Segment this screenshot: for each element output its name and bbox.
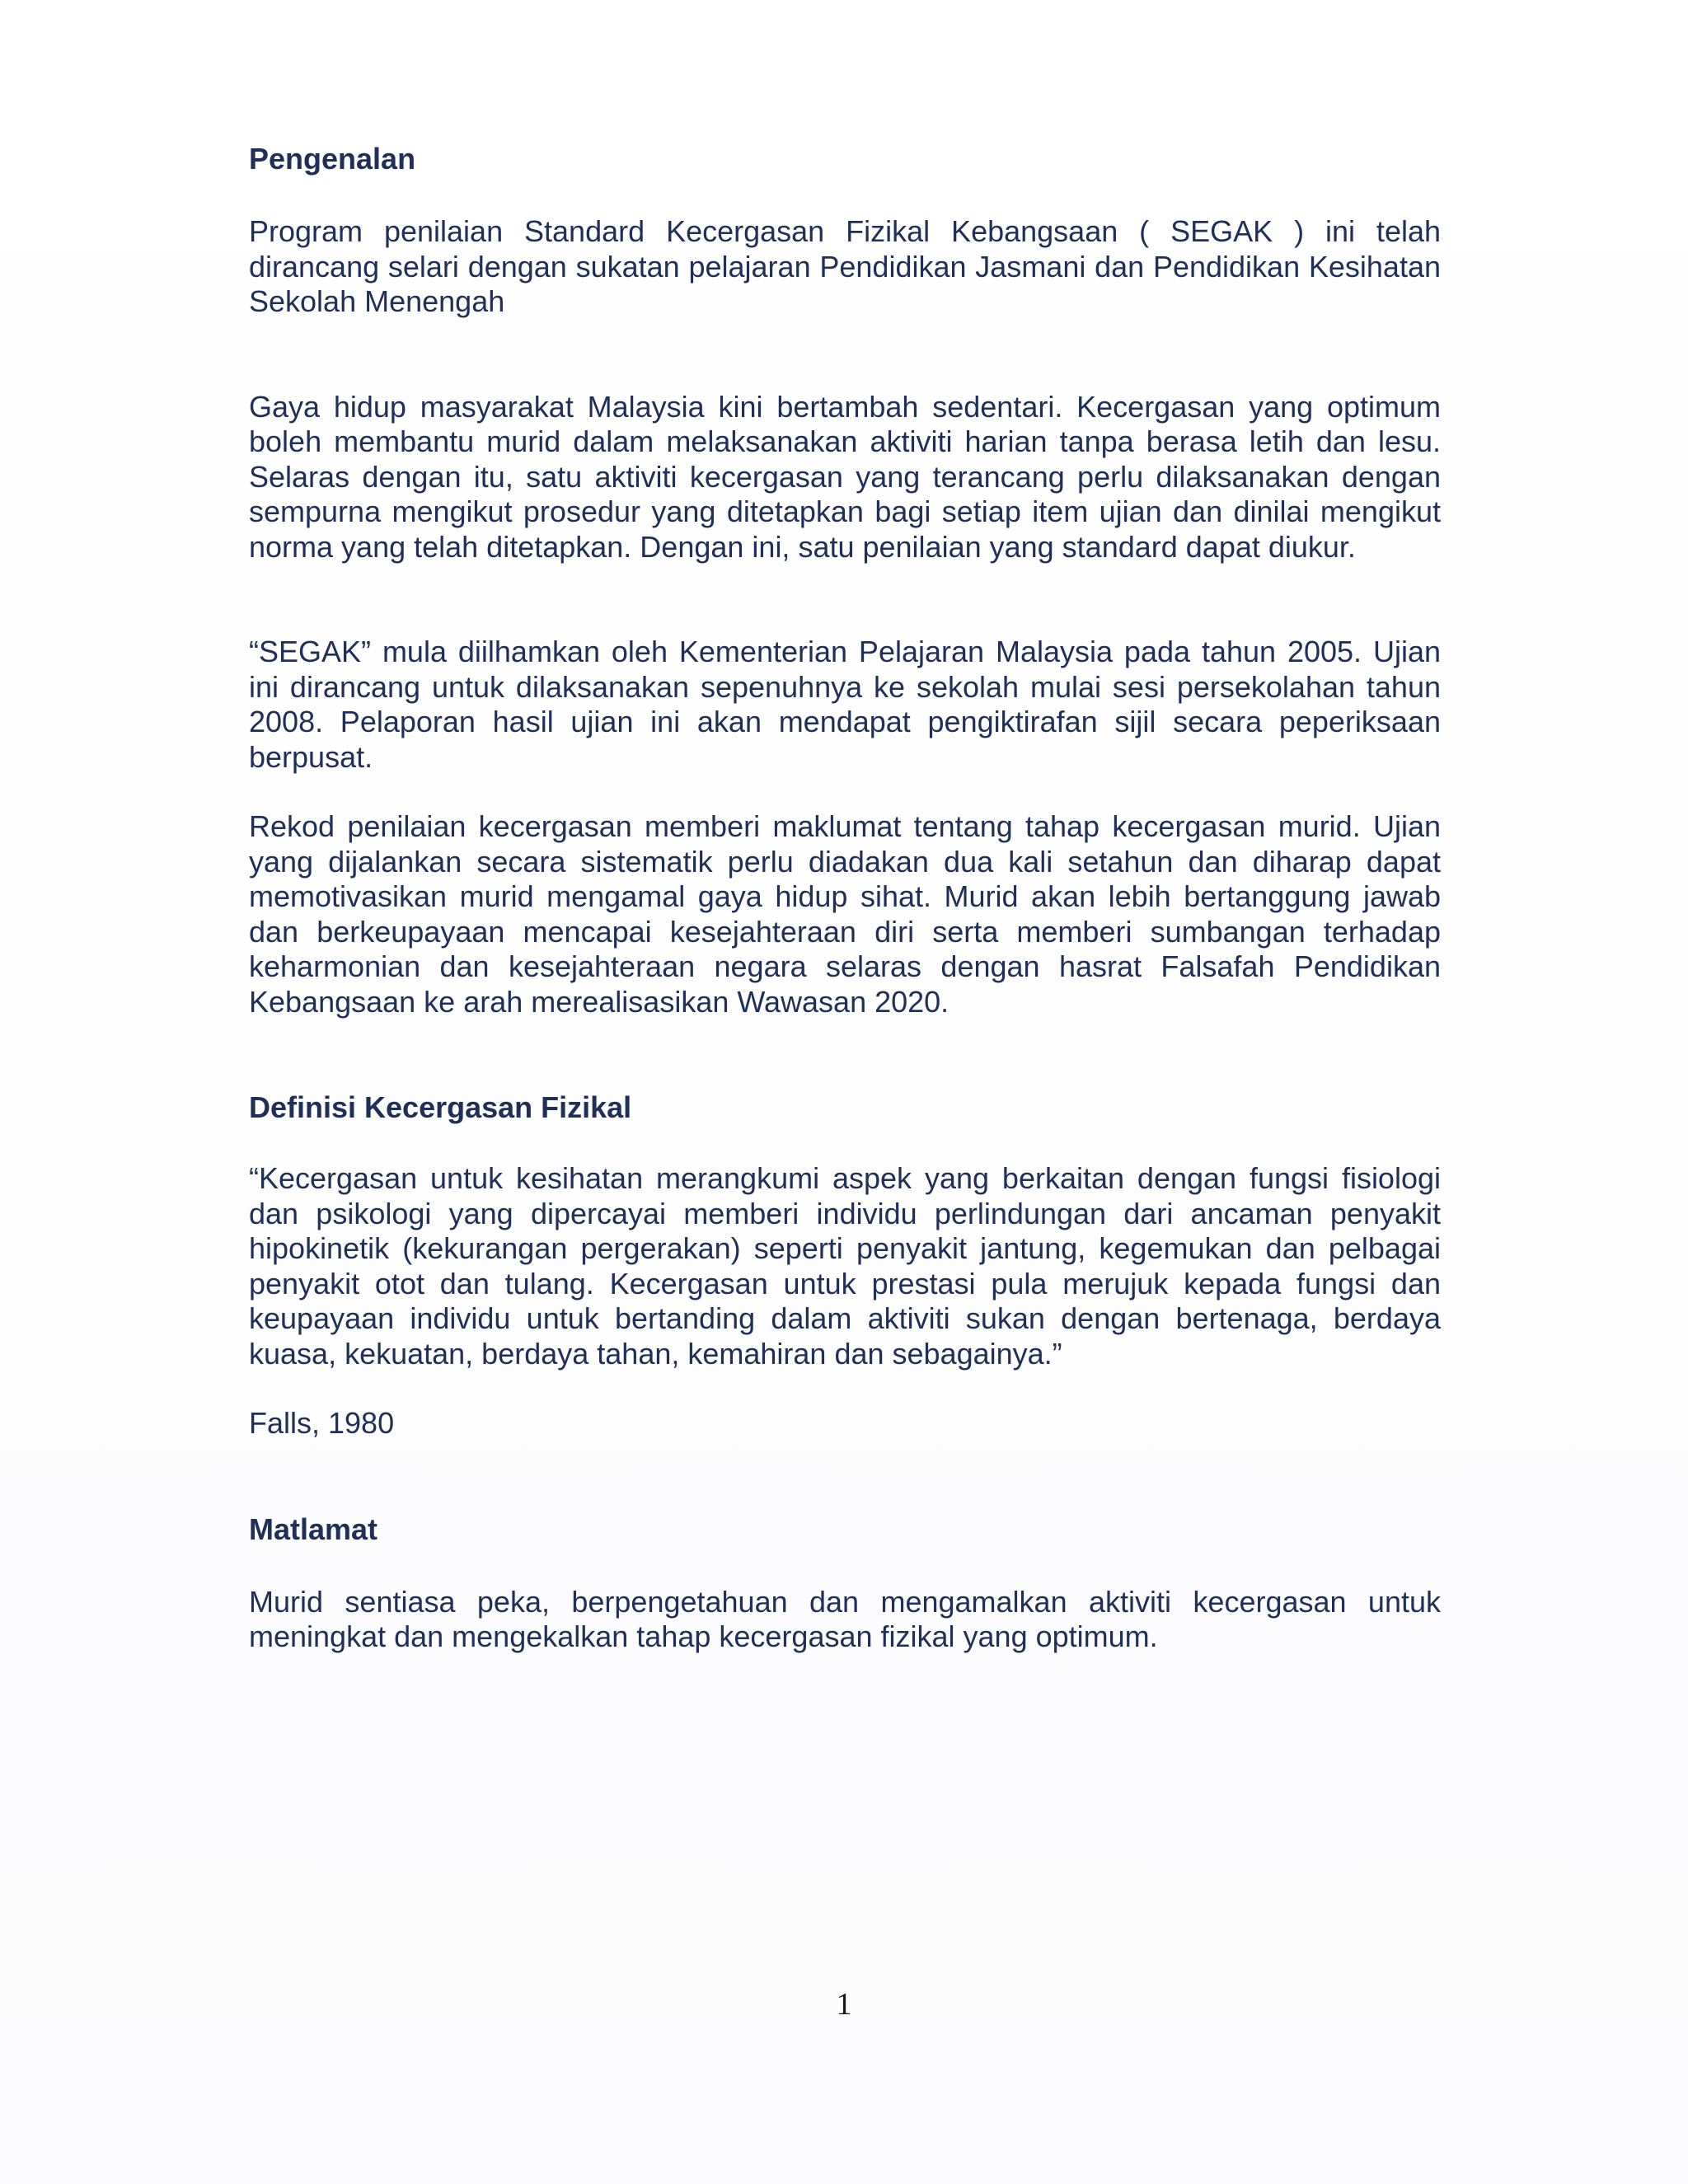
paragraph-segak-history: “SEGAK” mula diilhamkan oleh Kementerian Pelajaran Malaysia pada tahun 2005. Ujian ini dirancang untuk dilaksanakan sepenuhnya ke sekolah mulai sesi persekolahan tahun 2008. Pelaporan hasil ujian ini akan mendapat pengiktirafan sijil secara peperiksaan berpusat. [249, 635, 1441, 774]
paragraph-definisi-quote: “Kecergasan untuk kesihatan merangkumi aspek yang berkaitan dengan fungsi fisiologi dan psikologi yang dipercayai memberi individu perlindungan dari ancaman penyakit hipokinetik (kekurangan pergerakan) seperti penyakit jantung, kegemukan dan pelbagai penyakit otot dan tulang. Kecergasan untuk prestasi pula merujuk kepada fungsi dan keupayaan individu untuk bertanding dalam aktiviti sukan dengan bertenaga, berdaya kuasa, kekuatan, berdaya tahan, kemahiran dan sebagainya.” [249, 1161, 1441, 1371]
paragraph-rekod-penilaian: Rekod penilaian kecergasan memberi maklumat tentang tahap kecergasan murid. Ujian yang dijalankan secara sistematik perlu diadakan dua kali setahun dan diharap dapat memotivasikan murid mengamal gaya hidup sihat. Murid akan lebih bertanggung jawab dan berkeupayaan mencapai kesejahteraan diri serta memberi sumbangan terhadap keharmonian dan kesejahteraan negara selaras dengan hasrat Falsafah Pendidikan Kebangsaan ke arah merealisasikan Wawasan 2020. [249, 809, 1441, 1019]
section-heading-pengenalan: Pengenalan [249, 142, 416, 176]
paragraph-matlamat: Murid sentiasa peka, berpengetahuan dan mengamalkan aktiviti kecergasan untuk meningkat dan mengekalkan tahap kecergasan fizikal yang optimum. [249, 1584, 1441, 1653]
document-body [249, 140, 1441, 1655]
page-number: 1 [836, 1987, 852, 2022]
paragraph-program-penilaian: Program penilaian Standard Kecergasan Fizikal Kebangsaan ( SEGAK ) ini telah dirancang selari dengan sukatan pelajaran Pendidikan Jasmani dan Pendidikan Kesihatan Sekolah Menengah [249, 214, 1441, 318]
section-heading-definisi: Definisi Kecergasan Fizikal [249, 1090, 632, 1124]
section-heading-matlamat: Matlamat [249, 1511, 378, 1546]
citation-falls: Falls, 1980 [249, 1406, 395, 1440]
paragraph-gaya-hidup: Gaya hidup masyarakat Malaysia kini bertambah sedentari. Kecergasan yang optimum boleh membantu murid dalam melaksanakan aktiviti harian tanpa berasa letih dan lesu. Selaras dengan itu, satu aktiviti kecergasan yang terancang perlu dilaksanakan dengan sempurna mengikut prosedur yang ditetapkan bagi setiap item ujian dan dinilai mengikut norma yang telah ditetapkan. Dengan ini, satu penilaian yang standard dapat diukur. [249, 389, 1441, 564]
